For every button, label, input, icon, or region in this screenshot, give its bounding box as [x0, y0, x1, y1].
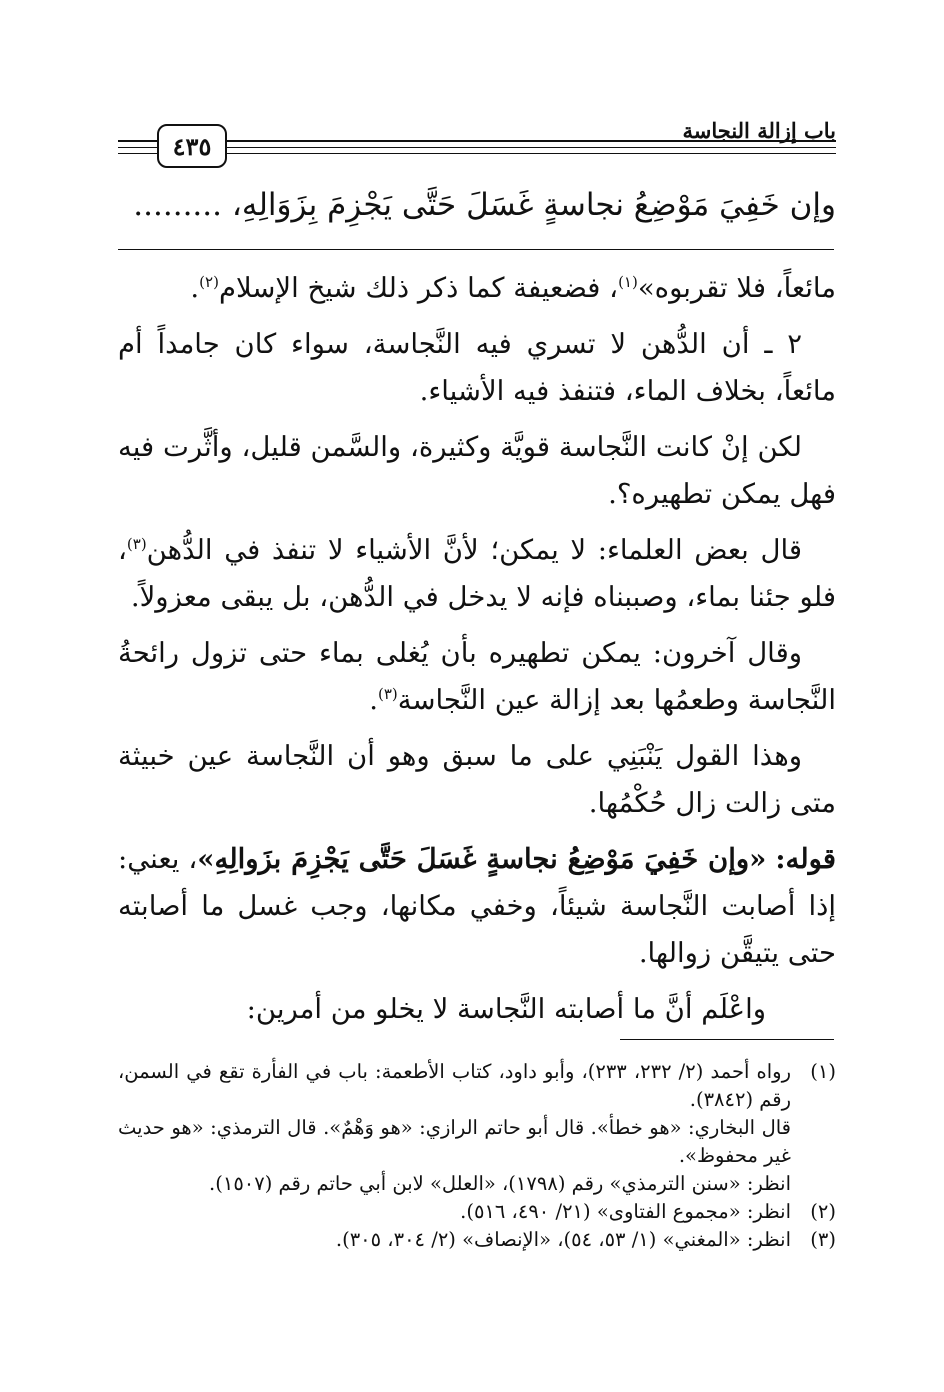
paragraph-5: وقال آخرون: يمكن تطهيره بأن يُغلى بماء حتى تزول رائحةُ النَّجاسة وطعمُها بعد إزالة عين النَّجاسة$^{(٣)}$. [118, 637, 836, 716]
matn-line: وإن خَفِيَ مَوْضِعُ نجاسةٍ غَسَلَ حَتَّى يَجْزِمَ بِزَوَالِهِ، ......... [133, 187, 836, 223]
qawluhu-label: قوله: [775, 843, 836, 875]
paragraph-4: قال بعض العلماء: لا يمكن؛ لأنَّ الأشياء لا تنفذ في الدُّهن$^{(٣)}$، فلو جئنا بماء، وصببناه فإنه لا يدخل في الدُّهن، بل يبقى معزولاً. [118, 534, 836, 613]
footnote-1: (١) رواه أحمد (٢/ ٢٣٢، ٢٣٣)، وأبو داود، كتاب الأطعمة: باب في الفأرة تقع في السمن، رقم (٣٨٤٢). قال البخاري: «هو خطأ». قال أبو حاتم الرازي: «هو وَهْمٌ». قال الترمذي: «هو حديث غير محفوظ». انظر: «سنن الترمذي» رقم (١٧٩٨)، «العلل» لابن أبي حاتم رقم (١٥٠٧). [118, 1060, 836, 1195]
running-header-title: باب إزالة النجاسة [682, 118, 836, 143]
footnote-ref-3[interactable]: (٣) [126, 534, 147, 553]
paragraph-6: وهذا القول يَنْبَنِي على ما سبق وهو أن النَّجاسة عين خبيثة متى زالت زال حُكْمُها. [118, 740, 836, 819]
footnote-ref-3b[interactable]: (٣) [377, 684, 398, 703]
paragraph-1: مائعاً، فلا تقربوه»$^{(١)}$، فضعيفة كما ذكر ذلك شيخ الإسلام$^{(٢)}$. [190, 272, 836, 304]
matn-quote: «وإن خَفِيَ مَوْضِعُ نجاسةٍ غَسَلَ حَتَّى يَجْزِمَ بزَوالِهِ» [197, 843, 767, 875]
commentary-body [118, 265, 836, 1042]
paragraph-8: واعْلَم أنَّ ما أصابته النَّجاسة لا يخلو من أمرين: [246, 993, 766, 1025]
footnote-ref-2[interactable]: (٢) [199, 272, 219, 291]
page-number: ٤٣٥ [157, 124, 227, 168]
paragraph-3: لكن إنْ كانت النَّجاسة قويَّة وكثيرة، والسَّمن قليل، وأثَّرت فيه فهل يمكن تطهيره؟. [118, 431, 836, 510]
paragraph-2: ٢ ـ أن الدُّهن لا تسري فيه النَّجاسة، سواء كان جامداً أم مائعاً، بخلاف الماء، فتنفذ فيه الأشياء. [118, 328, 836, 407]
footnotes [118, 1058, 836, 1254]
footnote-2: (٢) انظر: «مجموع الفتاوى» (٢١/ ٤٩٠، ٥١٦). [460, 1200, 836, 1223]
footnote-ref-1[interactable]: (١) [618, 272, 638, 291]
paragraph-7: قوله: «وإن خَفِيَ مَوْضِعُ نجاسةٍ غَسَلَ حَتَّى يَجْزِمَ بزَوالِهِ»، يعني: إذا أصابت النَّجاسة شيئاً، وخفي مكانها، وجب غسل ما أصابته حتى يتيقَّن زوالها. [118, 843, 836, 969]
footnote-3: (٣) انظر: «المغني» (١/ ٥٣، ٥٤)، «الإنصاف» (٢/ ٣٠٤، ٣٠٥). [335, 1228, 836, 1251]
footnote-divider [620, 1039, 834, 1040]
matn-divider [118, 249, 834, 250]
